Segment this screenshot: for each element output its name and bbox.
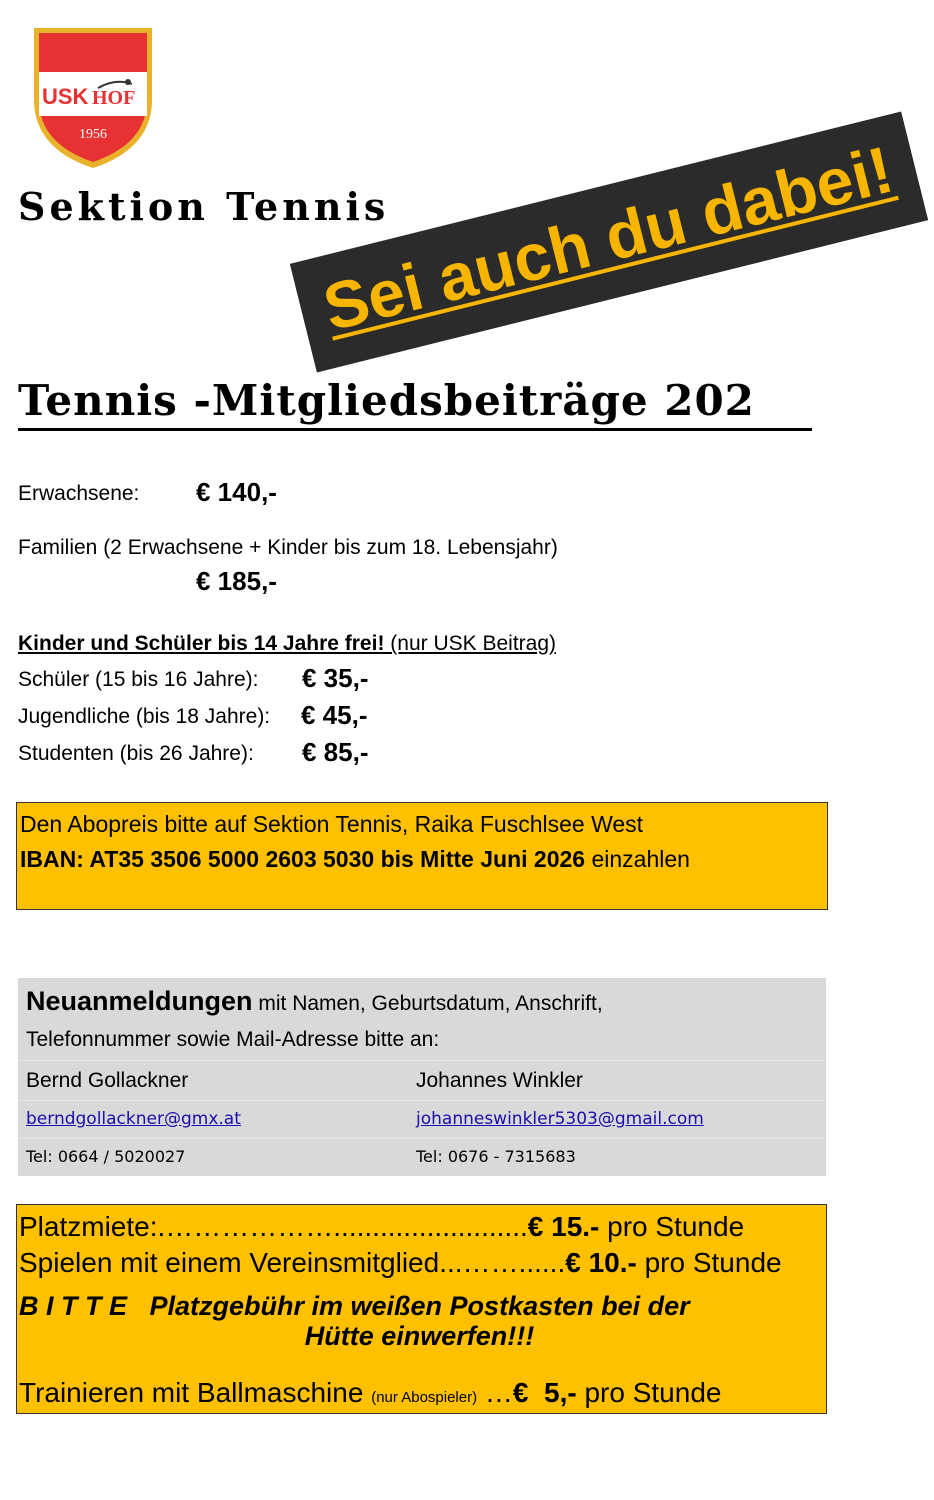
fee-adults-price: € 140,- xyxy=(196,477,277,507)
contact-phone: Tel: 0664 / 5020027 xyxy=(26,1147,186,1166)
court-member-unit: pro Stunde xyxy=(636,1247,782,1278)
court-member-label: Spielen mit einem Vereinsmitglied...……...... xyxy=(19,1247,566,1278)
fee-adults-label: Erwachsene: xyxy=(18,482,140,505)
contact-name: Bernd Gollackner xyxy=(26,1069,189,1092)
registration-box xyxy=(18,978,826,1176)
fee-students-price: € 85,- xyxy=(302,737,369,767)
heading-underline xyxy=(18,428,812,431)
fee-youth-label: Jugendliche (bis 18 Jahre): xyxy=(18,705,271,728)
fee-students xyxy=(18,737,369,767)
club-logo xyxy=(28,12,158,170)
fee-pupils xyxy=(18,663,369,693)
fee-families-label: Familien (2 Erwachsene + Kinder bis zum 18. Lebensjahr) xyxy=(18,536,558,559)
contact-name: Johannes Winkler xyxy=(416,1069,583,1092)
slogan-text: Sei auch du dabei! xyxy=(316,131,900,345)
fee-youth xyxy=(18,700,368,730)
children-free-line xyxy=(18,632,556,656)
registration-intro xyxy=(26,986,603,1017)
court-notice-line2: Hütte einwerfen!!! xyxy=(304,1321,535,1351)
court-member-price: € 10.- xyxy=(565,1247,637,1278)
fee-adults xyxy=(18,477,277,507)
court-machine-note: (nur Abospieler) xyxy=(371,1389,478,1406)
grid-divider xyxy=(18,1138,826,1139)
fee-students-label: Studenten (bis 26 Jahre): xyxy=(18,742,254,765)
contact-email-link[interactable]: berndgollackner@gmx.at xyxy=(26,1109,241,1129)
court-machine-label: Trainieren mit Ballmaschine xyxy=(19,1377,372,1408)
court-rent-line xyxy=(19,1211,820,1243)
logo-brand-left: USK xyxy=(42,84,89,109)
court-machine-dots: … xyxy=(477,1377,513,1408)
fee-pupils-price: € 35,- xyxy=(302,663,369,693)
bank-info-box xyxy=(16,802,828,910)
registration-title: Neuanmeldungen xyxy=(26,986,253,1016)
contact-email-link[interactable]: johanneswinkler5303@gmail.com xyxy=(416,1109,704,1129)
registration-text: mit Namen, Geburtsdatum, Anschrift, xyxy=(252,992,603,1015)
court-fees-box xyxy=(16,1204,827,1414)
court-machine-line xyxy=(19,1377,820,1409)
court-rent-label: Platzmiete: xyxy=(19,1211,158,1242)
slogan-banner xyxy=(290,111,928,372)
fee-youth-price: € 45,- xyxy=(301,700,368,730)
contact-phone: Tel: 0676 - 7315683 xyxy=(416,1147,576,1166)
court-rent-price: € 15.- xyxy=(527,1211,600,1242)
registration-text-line2: Telefonnummer sowie Mail-Adresse bitte an: xyxy=(26,1028,440,1051)
children-free-note: (nur USK Beitrag) xyxy=(384,632,556,655)
court-member-line xyxy=(19,1247,820,1279)
court-rent-unit: pro Stunde xyxy=(599,1211,745,1242)
children-free-text: Kinder und Schüler bis 14 Jahre frei! xyxy=(18,632,385,655)
court-notice-line1: B I T T E Platzgebühr im weißen Postkasten bei der xyxy=(19,1291,690,1321)
iban-suffix: einzahlen xyxy=(585,846,690,872)
fee-families-price: € 185,- xyxy=(196,566,277,596)
page-heading: Tennis -Mitgliedsbeiträge 202 xyxy=(18,376,755,425)
fee-pupils-label: Schüler (15 bis 16 Jahre): xyxy=(18,668,259,691)
club-shield-icon xyxy=(28,12,158,170)
court-machine-unit: pro Stunde xyxy=(576,1377,722,1408)
bank-line: Den Abopreis bitte auf Sektion Tennis, Raika Fuschlsee West xyxy=(20,811,644,837)
court-machine-price: € 5,- xyxy=(512,1377,577,1408)
court-rent-dots: .………………......................... xyxy=(157,1211,528,1242)
iban-line xyxy=(20,841,827,877)
grid-divider xyxy=(18,1100,826,1101)
logo-brand-right: HOF xyxy=(92,87,136,109)
logo-year: 1956 xyxy=(79,127,107,142)
grid-divider xyxy=(18,1060,826,1061)
iban-text: IBAN: AT35 3506 5000 2603 5030 bis Mitte Juni 2026 xyxy=(20,846,586,872)
section-title: Sektion Tennis xyxy=(18,184,390,229)
